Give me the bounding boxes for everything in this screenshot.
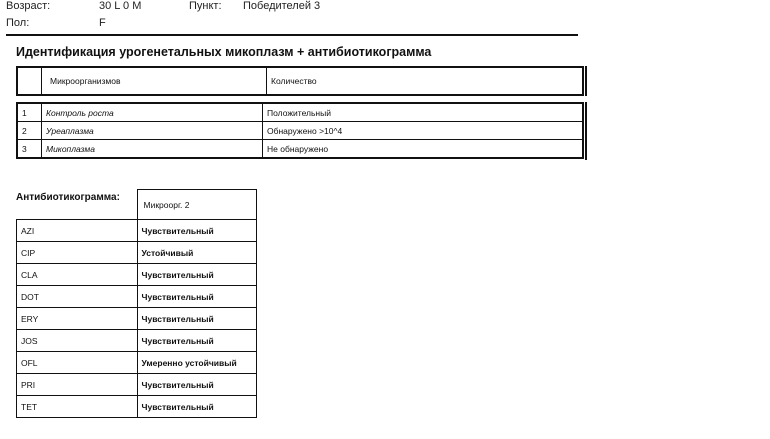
- antibiotic-code: PRI: [17, 374, 138, 396]
- table-row: [17, 330, 257, 352]
- row-value: Положительный: [263, 103, 584, 122]
- antibiotic-code: TET: [17, 396, 138, 418]
- table-row: [17, 242, 257, 264]
- antibiotic-result: Чувствительный: [137, 330, 257, 352]
- point-label: Пункт:: [189, 0, 222, 12]
- table-row: [17, 352, 257, 374]
- antibiogram-label: Антибиотикограмма:: [16, 192, 120, 203]
- antibiotic-result: Чувствительный: [137, 374, 257, 396]
- row-name: Контроль роста: [42, 103, 263, 122]
- table-row: [17, 308, 257, 330]
- antibiotic-result: Чувствительный: [137, 220, 257, 242]
- antibiotic-result: Чувствительный: [137, 396, 257, 418]
- antibiotic-result: Умеренно устойчивый: [137, 352, 257, 374]
- antibiotic-code: CIP: [17, 242, 138, 264]
- antibiotic-result: Чувствительный: [137, 308, 257, 330]
- table-row: [17, 264, 257, 286]
- col-num-header: [17, 67, 42, 95]
- antibiotic-code: CLA: [17, 264, 138, 286]
- table-row: [17, 220, 257, 242]
- table-row: [17, 286, 257, 308]
- results-edge: [585, 102, 587, 160]
- table-row: [17, 374, 257, 396]
- age-value: 30 L 0 M: [99, 0, 142, 12]
- table-row: [17, 396, 257, 418]
- antibiotic-code: DOT: [17, 286, 138, 308]
- antibiotic-result: Чувствительный: [137, 264, 257, 286]
- row-value: Обнаружено >10^4: [263, 122, 584, 140]
- antibiogram-corner: [17, 190, 138, 220]
- row-num: 3: [17, 140, 42, 159]
- antibiotic-code: AZI: [17, 220, 138, 242]
- table-row: [17, 103, 583, 122]
- sex-label: Пол:: [6, 17, 30, 29]
- results-table: [16, 102, 584, 159]
- columns-header-table: [16, 66, 584, 96]
- row-name: Уреаплазма: [42, 122, 263, 140]
- row-value: Не обнаружено: [263, 140, 584, 159]
- table-row: [17, 140, 583, 159]
- antibiotic-result: Чувствительный: [137, 286, 257, 308]
- col-quantity-header: Количество: [267, 67, 584, 95]
- antibiotic-code: OFL: [17, 352, 138, 374]
- antibiogram-table: [16, 189, 257, 418]
- sex-value: F: [99, 17, 106, 29]
- report-title: Идентификация урогенетальных микоплазм + антибиотикограмма: [16, 45, 432, 59]
- point-value: Победителей 3: [243, 0, 321, 12]
- antibiotic-code: ERY: [17, 308, 138, 330]
- antibiotic-code: JOS: [17, 330, 138, 352]
- antibiogram-column-header: Микроорг. 2: [137, 190, 257, 220]
- col-microorganisms-header: Микроорганизмов: [42, 67, 267, 95]
- table-row: [17, 122, 583, 140]
- row-num: 1: [17, 103, 42, 122]
- row-name: Микоплазма: [42, 140, 263, 159]
- header-divider: [6, 34, 578, 36]
- row-num: 2: [17, 122, 42, 140]
- col-header-edge: [585, 66, 587, 96]
- antibiotic-result: Устойчивый: [137, 242, 257, 264]
- age-label: Возраст:: [6, 0, 51, 12]
